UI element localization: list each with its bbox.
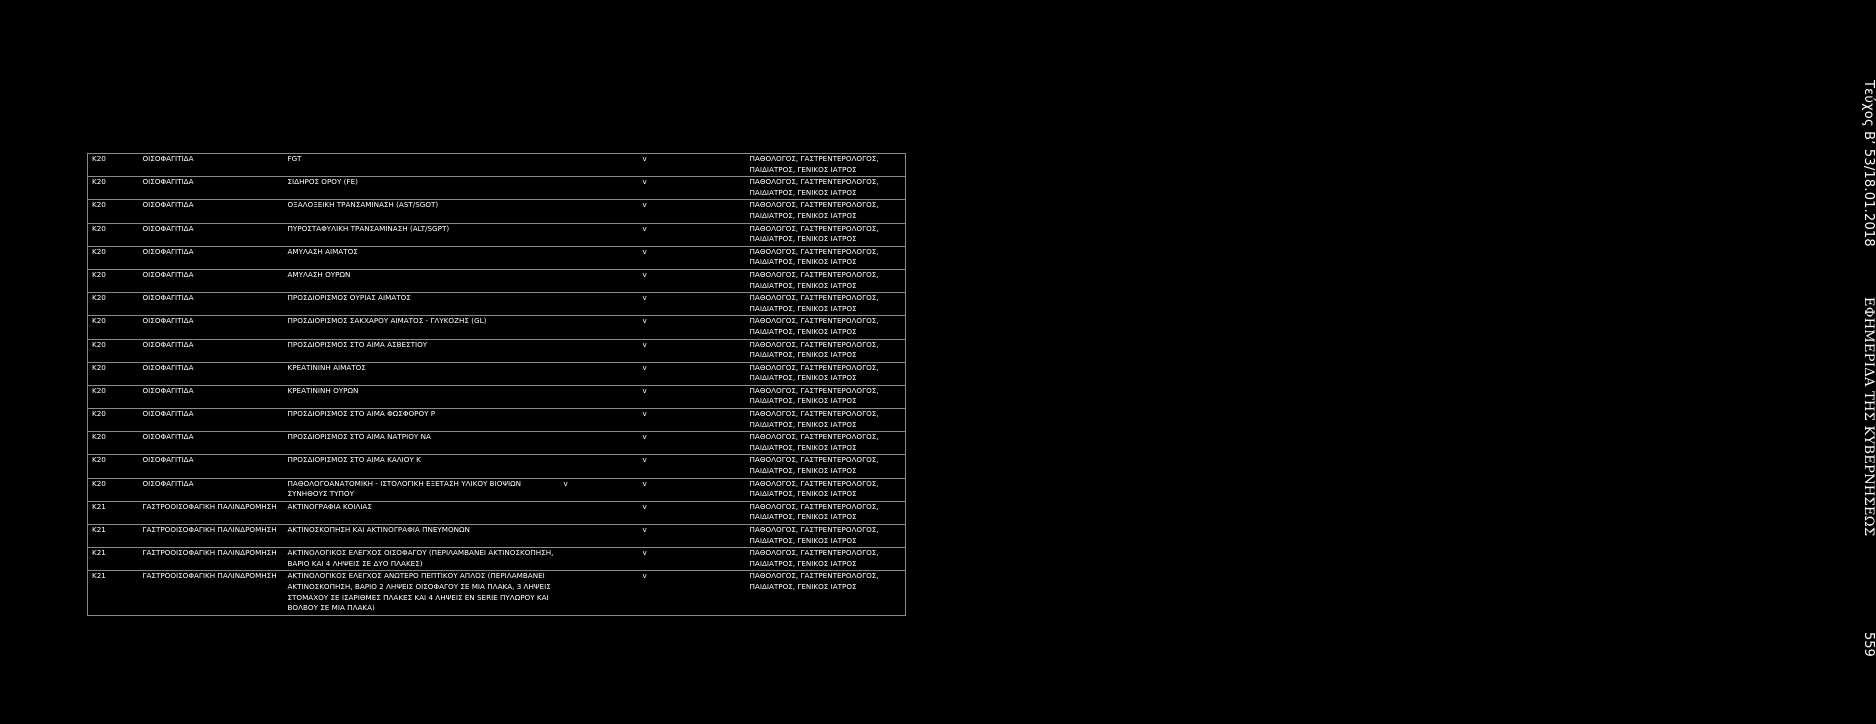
mark1-cell xyxy=(560,316,639,339)
category-cell: ΓΑΣΤΡΟΟΙΣΟΦΑΓΙΚΗ ΠΑΛΙΝΔΡΟΜΗΣΗ xyxy=(139,548,284,571)
category-cell: ΟΙΣΟΦΑΓΙΤΙΔΑ xyxy=(139,154,284,177)
code-cell: K20 xyxy=(88,432,139,455)
exam-cell: ΠΑΘΟΛΟΓΟΑΝΑΤΟΜΙΚΗ - ΙΣΤΟΛΟΓΙΚΗ ΕΞΕΤΑΣΗ ΥΛΙΚΟΥ ΒΙΟΨΙΩΝ ΣΥΝΗΘΟΥΣ ΤΥΠΟΥ xyxy=(284,478,560,501)
specialties-cell: ΠΑΘΟΛΟΓΟΣ, ΓΑΣΤΡΕΝΤΕΡΟΛΟΓΟΣ, ΠΑΙΔΙΑΤΡΟΣ, ΓΕΝΙΚΟΣ ΙΑΤΡΟΣ xyxy=(746,269,906,292)
mark2-cell: v xyxy=(639,409,746,432)
mark1-cell xyxy=(560,200,639,223)
exam-cell: ΠΡΟΣΔΙΟΡΙΣΜΟΣ ΣΑΚΧΑΡΟΥ ΑΙΜΑΤΟΣ - ΓΛΥΚΟΖΗΣ (GL) xyxy=(284,316,560,339)
code-cell: K21 xyxy=(88,525,139,548)
mark1-cell xyxy=(560,362,639,385)
mark1-cell xyxy=(560,432,639,455)
code-cell: K20 xyxy=(88,177,139,200)
table-row xyxy=(88,223,906,246)
category-cell: ΟΙΣΟΦΑΓΙΤΙΔΑ xyxy=(139,432,284,455)
table-row xyxy=(88,316,906,339)
exam-cell: ΠΡΟΣΔΙΟΡΙΣΜΟΣ ΣΤΟ ΑΙΜΑ ΝΑΤΡΙΟΥ ΝΑ xyxy=(284,432,560,455)
issue-label: Τεύχος Β’ 53/18.01.2018 xyxy=(1861,80,1876,247)
mark2-cell: v xyxy=(639,200,746,223)
mark2-cell: v xyxy=(639,455,746,478)
table-row xyxy=(88,293,906,316)
mark1-cell xyxy=(560,455,639,478)
code-cell: K20 xyxy=(88,362,139,385)
code-cell: K20 xyxy=(88,478,139,501)
exam-cell: ΠΡΟΣΔΙΟΡΙΣΜΟΣ ΣΤΟ ΑΙΜΑ ΚΑΛΙΟΥ Κ xyxy=(284,455,560,478)
mark2-cell: v xyxy=(639,478,746,501)
exam-table xyxy=(87,153,906,616)
table-row xyxy=(88,525,906,548)
specialties-cell: ΠΑΘΟΛΟΓΟΣ, ΓΑΣΤΡΕΝΤΕΡΟΛΟΓΟΣ, ΠΑΙΔΙΑΤΡΟΣ, ΓΕΝΙΚΟΣ ΙΑΤΡΟΣ xyxy=(746,154,906,177)
category-cell: ΟΙΣΟΦΑΓΙΤΙΔΑ xyxy=(139,455,284,478)
code-cell: K20 xyxy=(88,200,139,223)
specialties-cell: ΠΑΘΟΛΟΓΟΣ, ΓΑΣΤΡΕΝΤΕΡΟΛΟΓΟΣ, ΠΑΙΔΙΑΤΡΟΣ, ΓΕΝΙΚΟΣ ΙΑΤΡΟΣ xyxy=(746,385,906,408)
specialties-cell: ΠΑΘΟΛΟΓΟΣ, ΓΑΣΤΡΕΝΤΕΡΟΛΟΓΟΣ, ΠΑΙΔΙΑΤΡΟΣ, ΓΕΝΙΚΟΣ ΙΑΤΡΟΣ xyxy=(746,478,906,501)
mark2-cell: v xyxy=(639,293,746,316)
code-cell: K20 xyxy=(88,339,139,362)
category-cell: ΓΑΣΤΡΟΟΙΣΟΦΑΓΙΚΗ ΠΑΛΙΝΔΡΟΜΗΣΗ xyxy=(139,501,284,524)
code-cell: K20 xyxy=(88,409,139,432)
table-row xyxy=(88,385,906,408)
table-row xyxy=(88,154,906,177)
specialties-cell: ΠΑΘΟΛΟΓΟΣ, ΓΑΣΤΡΕΝΤΕΡΟΛΟΓΟΣ, ΠΑΙΔΙΑΤΡΟΣ, ΓΕΝΙΚΟΣ ΙΑΤΡΟΣ xyxy=(746,548,906,571)
mark2-cell: v xyxy=(639,246,746,269)
specialties-cell: ΠΑΘΟΛΟΓΟΣ, ΓΑΣΤΡΕΝΤΕΡΟΛΟΓΟΣ, ΠΑΙΔΙΑΤΡΟΣ, ΓΕΝΙΚΟΣ ΙΑΤΡΟΣ xyxy=(746,409,906,432)
mark1-cell xyxy=(560,154,639,177)
specialties-cell: ΠΑΘΟΛΟΓΟΣ, ΓΑΣΤΡΕΝΤΕΡΟΛΟΓΟΣ, ΠΑΙΔΙΑΤΡΟΣ, ΓΕΝΙΚΟΣ ΙΑΤΡΟΣ xyxy=(746,316,906,339)
mark2-cell: v xyxy=(639,362,746,385)
exam-cell: ΠΡΟΣΔΙΟΡΙΣΜΟΣ ΟΥΡΙΑΣ ΑΙΜΑΤΟΣ xyxy=(284,293,560,316)
mark1-cell xyxy=(560,223,639,246)
exam-cell: FGT xyxy=(284,154,560,177)
specialties-cell: ΠΑΘΟΛΟΓΟΣ, ΓΑΣΤΡΕΝΤΕΡΟΛΟΓΟΣ, ΠΑΙΔΙΑΤΡΟΣ, ΓΕΝΙΚΟΣ ΙΑΤΡΟΣ xyxy=(746,339,906,362)
table-row xyxy=(88,455,906,478)
exam-cell: ΚΡΕΑΤΙΝΙΝΗ ΟΥΡΩΝ xyxy=(284,385,560,408)
exam-cell: ΑΚΤΙΝΟΣΚΟΠΗΣΗ ΚΑΙ ΑΚΤΙΝΟΓΡΑΦΙΑ ΠΝΕΥΜΟΝΩΝ xyxy=(284,525,560,548)
table-row xyxy=(88,246,906,269)
side-margin xyxy=(923,0,1876,724)
table-row xyxy=(88,548,906,571)
category-cell: ΟΙΣΟΦΑΓΙΤΙΔΑ xyxy=(139,316,284,339)
code-cell: K20 xyxy=(88,316,139,339)
code-cell: K21 xyxy=(88,501,139,524)
mark1-cell xyxy=(560,177,639,200)
category-cell: ΟΙΣΟΦΑΓΙΤΙΔΑ xyxy=(139,246,284,269)
mark2-cell: v xyxy=(639,339,746,362)
mark2-cell: v xyxy=(639,432,746,455)
mark1-cell: v xyxy=(560,478,639,501)
exam-cell: ΠΡΟΣΔΙΟΡΙΣΜΟΣ ΣΤΟ ΑΙΜΑ ΦΩΣΦΟΡΟΥ P xyxy=(284,409,560,432)
mark1-cell xyxy=(560,525,639,548)
code-cell: K20 xyxy=(88,246,139,269)
exam-cell: ΑΚΤΙΝΟΓΡΑΦΙΑ ΚΟΙΛΙΑΣ xyxy=(284,501,560,524)
mark1-cell xyxy=(560,501,639,524)
specialties-cell: ΠΑΘΟΛΟΓΟΣ, ΓΑΣΤΡΕΝΤΕΡΟΛΟΓΟΣ, ΠΑΙΔΙΑΤΡΟΣ, ΓΕΝΙΚΟΣ ΙΑΤΡΟΣ xyxy=(746,525,906,548)
table-row xyxy=(88,432,906,455)
mark1-cell xyxy=(560,269,639,292)
table-row xyxy=(88,501,906,524)
table-row xyxy=(88,339,906,362)
exam-cell: ΠΥΡΟΣΤΑΦΥΛΙΚΗ ΤΡΑΝΣΑΜΙΝΑΣΗ (ALT/SGPT) xyxy=(284,223,560,246)
category-cell: ΟΙΣΟΦΑΓΙΤΙΔΑ xyxy=(139,362,284,385)
specialties-cell: ΠΑΘΟΛΟΓΟΣ, ΓΑΣΤΡΕΝΤΕΡΟΛΟΓΟΣ, ΠΑΙΔΙΑΤΡΟΣ, ΓΕΝΙΚΟΣ ΙΑΤΡΟΣ xyxy=(746,571,906,615)
code-cell: K21 xyxy=(88,571,139,615)
mark2-cell: v xyxy=(639,571,746,615)
category-cell: ΟΙΣΟΦΑΓΙΤΙΔΑ xyxy=(139,177,284,200)
specialties-cell: ΠΑΘΟΛΟΓΟΣ, ΓΑΣΤΡΕΝΤΕΡΟΛΟΓΟΣ, ΠΑΙΔΙΑΤΡΟΣ, ΓΕΝΙΚΟΣ ΙΑΤΡΟΣ xyxy=(746,362,906,385)
category-cell: ΟΙΣΟΦΑΓΙΤΙΔΑ xyxy=(139,339,284,362)
category-cell: ΓΑΣΤΡΟΟΙΣΟΦΑΓΙΚΗ ΠΑΛΙΝΔΡΟΜΗΣΗ xyxy=(139,525,284,548)
mark1-cell xyxy=(560,548,639,571)
page-number: 559 xyxy=(1861,632,1876,657)
category-cell: ΟΙΣΟΦΑΓΙΤΙΔΑ xyxy=(139,385,284,408)
specialties-cell: ΠΑΘΟΛΟΓΟΣ, ΓΑΣΤΡΕΝΤΕΡΟΛΟΓΟΣ, ΠΑΙΔΙΑΤΡΟΣ, ΓΕΝΙΚΟΣ ΙΑΤΡΟΣ xyxy=(746,246,906,269)
specialties-cell: ΠΑΘΟΛΟΓΟΣ, ΓΑΣΤΡΕΝΤΕΡΟΛΟΓΟΣ, ΠΑΙΔΙΑΤΡΟΣ, ΓΕΝΙΚΟΣ ΙΑΤΡΟΣ xyxy=(746,293,906,316)
specialties-cell: ΠΑΘΟΛΟΓΟΣ, ΓΑΣΤΡΕΝΤΕΡΟΛΟΓΟΣ, ΠΑΙΔΙΑΤΡΟΣ, ΓΕΝΙΚΟΣ ΙΑΤΡΟΣ xyxy=(746,177,906,200)
specialties-cell: ΠΑΘΟΛΟΓΟΣ, ΓΑΣΤΡΕΝΤΕΡΟΛΟΓΟΣ, ΠΑΙΔΙΑΤΡΟΣ, ΓΕΝΙΚΟΣ ΙΑΤΡΟΣ xyxy=(746,223,906,246)
category-cell: ΟΙΣΟΦΑΓΙΤΙΔΑ xyxy=(139,223,284,246)
mark2-cell: v xyxy=(639,223,746,246)
category-cell: ΟΙΣΟΦΑΓΙΤΙΔΑ xyxy=(139,409,284,432)
specialties-cell: ΠΑΘΟΛΟΓΟΣ, ΓΑΣΤΡΕΝΤΕΡΟΛΟΓΟΣ, ΠΑΙΔΙΑΤΡΟΣ, ΓΕΝΙΚΟΣ ΙΑΤΡΟΣ xyxy=(746,200,906,223)
table-row xyxy=(88,362,906,385)
mark1-cell xyxy=(560,246,639,269)
code-cell: K20 xyxy=(88,385,139,408)
exam-cell: ΑΜΥΛΑΣΗ ΟΥΡΩΝ xyxy=(284,269,560,292)
table-row xyxy=(88,571,906,615)
mark1-cell xyxy=(560,571,639,615)
exam-cell: ΠΡΟΣΔΙΟΡΙΣΜΟΣ ΣΤΟ ΑΙΜΑ ΑΣΒΕΣΤΙΟΥ xyxy=(284,339,560,362)
category-cell: ΓΑΣΤΡΟΟΙΣΟΦΑΓΙΚΗ ΠΑΛΙΝΔΡΟΜΗΣΗ xyxy=(139,571,284,615)
specialties-cell: ΠΑΘΟΛΟΓΟΣ, ΓΑΣΤΡΕΝΤΕΡΟΛΟΓΟΣ, ΠΑΙΔΙΑΤΡΟΣ, ΓΕΝΙΚΟΣ ΙΑΤΡΟΣ xyxy=(746,455,906,478)
mark2-cell: v xyxy=(639,525,746,548)
mark1-cell xyxy=(560,293,639,316)
exam-cell: ΑΚΤΙΝΟΛΟΓΙΚΟΣ ΕΛΕΓΧΟΣ ΑΝΩΤΕΡΟ ΠΕΠΤΙΚΟΥ ΑΠΛΟΣ (ΠΕΡΙΛΑΜΒΑΝΕΙ ΑΚΤΙΝΟΣΚΟΠΗΣΗ, ΒΑΡΙΟ 2 ΛΗΨΕΙΣ ΟΙΣΟΦΑΓΟΥ ΣΕ ΜΙΑ ΠΛΑΚΑ, 3 ΛΗΨΕΙΣ ΣΤΟΜΑΧΟΥ ΣΕ ΙΣΑΡΙΘΜΕΣ ΠΛΑΚΕΣ ΚΑΙ 4 ΛΗΨΕΙΣ ΕΝ SERIE ΠΥΛΩΡΟΥ ΚΑΙ ΒΟΛΒΟΥ ΣΕ ΜΙΑ ΠΛΑΚΑ) xyxy=(284,571,560,615)
code-cell: K20 xyxy=(88,455,139,478)
mark2-cell: v xyxy=(639,385,746,408)
table-row xyxy=(88,200,906,223)
mark2-cell: v xyxy=(639,154,746,177)
category-cell: ΟΙΣΟΦΑΓΙΤΙΔΑ xyxy=(139,269,284,292)
mark1-cell xyxy=(560,385,639,408)
code-cell: K21 xyxy=(88,548,139,571)
publication-title: ΕΦΗΜΕΡΙΔΑ ΤΗΣ ΚΥΒΕΡΝΗΣΕΩΣ xyxy=(1861,297,1876,537)
table-row xyxy=(88,478,906,501)
exam-cell: ΟΞΑΛΟΞΕΙΚΗ ΤΡΑΝΣΑΜΙΝΑΣΗ (AST/SGOT) xyxy=(284,200,560,223)
exam-cell: ΑΚΤΙΝΟΛΟΓΙΚΟΣ ΕΛΕΓΧΟΣ ΟΙΣΟΦΑΓΟΥ (ΠΕΡΙΛΑΜΒΑΝΕΙ ΑΚΤΙΝΟΣΚΟΠΗΣΗ, ΒΑΡΙΟ ΚΑΙ 4 ΛΗΨΕΙΣ ΣΕ ΔΥΟ ΠΛΑΚΕΣ) xyxy=(284,548,560,571)
category-cell: ΟΙΣΟΦΑΓΙΤΙΔΑ xyxy=(139,200,284,223)
mark1-cell xyxy=(560,339,639,362)
mark2-cell: v xyxy=(639,501,746,524)
table-row xyxy=(88,269,906,292)
mark2-cell: v xyxy=(639,269,746,292)
category-cell: ΟΙΣΟΦΑΓΙΤΙΔΑ xyxy=(139,478,284,501)
table-row xyxy=(88,177,906,200)
table-row xyxy=(88,409,906,432)
mark2-cell: v xyxy=(639,177,746,200)
mark1-cell xyxy=(560,409,639,432)
code-cell: K20 xyxy=(88,293,139,316)
code-cell: K20 xyxy=(88,154,139,177)
specialties-cell: ΠΑΘΟΛΟΓΟΣ, ΓΑΣΤΡΕΝΤΕΡΟΛΟΓΟΣ, ΠΑΙΔΙΑΤΡΟΣ, ΓΕΝΙΚΟΣ ΙΑΤΡΟΣ xyxy=(746,432,906,455)
code-cell: K20 xyxy=(88,223,139,246)
code-cell: K20 xyxy=(88,269,139,292)
mark2-cell: v xyxy=(639,316,746,339)
category-cell: ΟΙΣΟΦΑΓΙΤΙΔΑ xyxy=(139,293,284,316)
exam-cell: ΚΡΕΑΤΙΝΙΝΗ ΑΙΜΑΤΟΣ xyxy=(284,362,560,385)
specialties-cell: ΠΑΘΟΛΟΓΟΣ, ΓΑΣΤΡΕΝΤΕΡΟΛΟΓΟΣ, ΠΑΙΔΙΑΤΡΟΣ, ΓΕΝΙΚΟΣ ΙΑΤΡΟΣ xyxy=(746,501,906,524)
exam-cell: ΣΙΔΗΡΟΣ ΟΡΟΥ (FE) xyxy=(284,177,560,200)
exam-cell: ΑΜΥΛΑΣΗ ΑΙΜΑΤΟΣ xyxy=(284,246,560,269)
mark2-cell: v xyxy=(639,548,746,571)
